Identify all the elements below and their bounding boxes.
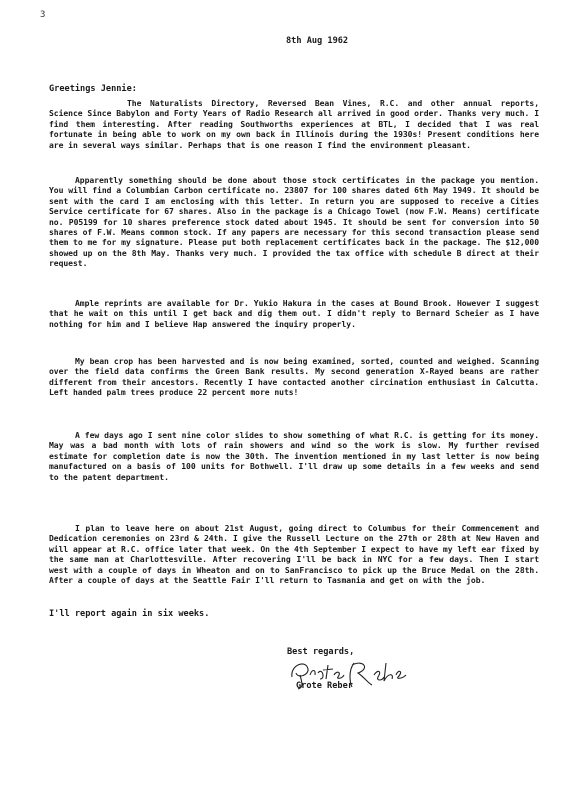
paragraph-bean-crop [49,357,539,399]
paragraph-text: A few days ago I sent nine color slides to show something of what R.C. is getting for its money. May was a bad month with lots of rain showers and wind so the work is slow. My further revised estimate for completion date is now the 30th. The invention mentioned in my last letter is now being manufactured on a basis of 100 units for Bothwell. I'll draw up some details in a few weeks and send to the patent department. [49,431,539,482]
corner-mark: 3 [40,10,46,20]
paragraph-text: My bean crop has been harvested and is now being examined, sorted, counted and weighed. Scanning over the field data confirms the Green Bank results. My second generation X-Rayed beans are rather different from their ancestors. Recently I have contacted another circination enthusiast in Calcutta. Left handed palm trees produce 22 percent more nuts! [49,357,539,398]
sign-off: Best regards, [287,647,355,657]
greeting: Greetings Jennie: [49,84,137,94]
letter-date: 8th Aug 1962 [286,36,349,46]
signer-name: Grote Reber [296,681,353,691]
paragraph-text: Ample reprints are available for Dr. Yukio Hakura in the cases at Bound Brook. However I suggest that he wait on this until I get back and dig them out. I didn't reply to Bernard Scheier as I have nothing for him and I believe Hap answered the inquiry properly. [49,299,539,329]
paragraph-stock-certificates [49,176,539,270]
paragraph-reprints [49,299,539,330]
closing-line: I'll report again in six weeks. [49,609,210,619]
paragraph-travel-plans [49,524,539,586]
paragraph-color-slides [49,431,539,483]
paragraph-text: Apparently something should be done about those stock certificates in the package you mention. You will find a Columbian Carbon certificate no. 23807 for 100 shares dated 6th May 1949. It should be sent with the card I am enclosing with this letter. In return you are supposed to receive a Cities Service certificate for 67 shares. Also in the package is a Chicago Towel (now F.W. Means) certificate no. P05199 for 10 shares preference stock dated about 1945. It should be sent for conversion into 50 shares of F.W. Means common stock. If any papers are necessary for this second transaction please send them to me for my signature. Please put both replacement certificates back in the package. The $12,000 showed up on the 8th May. Thanks very much. I provided the tax office with schedule B direct at their request. [49,176,539,269]
paragraph-books-received [49,99,539,151]
paragraph-text: I plan to leave here on about 21st August, going direct to Columbus for their Commencement and Dedication ceremonies on 23rd & 24th. I give the Russell Lecture on the 27th or 28th at New Haven and will appear at R.C. office later that week. On the 4th September I expect to have my left ear fixed by the same man at Charlottesville. After recovering I'll be back in NYC for a few days. Then I start west with a couple of days in Wheaton and on to SanFrancisco to pick up the Bruce Medal on the 28th. After a couple of days at the Seattle Fair I'll return to Tasmania and get on with the job. [49,524,539,586]
paragraph-text: The Naturalists Directory, Reversed Bean Vines, R.C. and other annual reports, Science Since Babylon and Forty Years of Radio Research all arrived in good order. Thanks very much. I find them interesting. After reading Southworths experiences at BTL, I decided that I was real fortunate in being able to work on my own back in Illinois during the 1930s! Present conditions here are in several ways similar. Perhaps that is one reason I find the environment pleasant. [49,99,539,150]
